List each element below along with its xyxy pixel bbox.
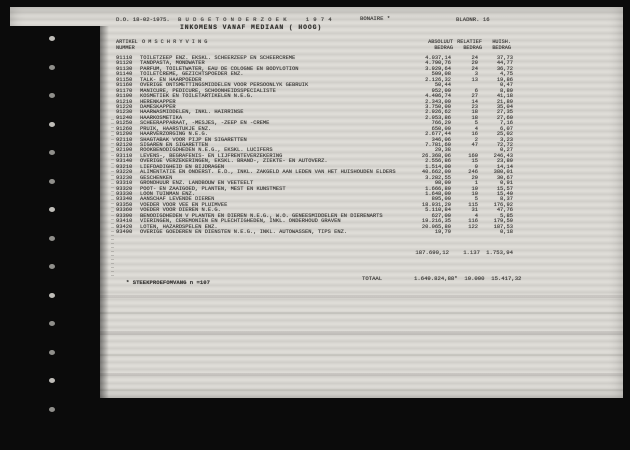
cell-huish-bedrag: 380,01 <box>493 169 513 176</box>
cell-omschrijving: TANDPASTA, MONDWATER <box>140 60 205 67</box>
cell-relatief-bedrag: 16 <box>471 131 478 138</box>
cell-omschrijving: KOSMETIEK EN TOILETARTIKELEN N.E.G. <box>140 93 254 100</box>
binding-hole <box>49 150 55 155</box>
cell-omschrijving: BENODIGDHEDEN V PLANTEN EN DIEREN N.E.G., W.O. GENEESMIDDELEN EN DIERENARTS <box>140 212 383 219</box>
cell-huish-bedrag: 8,37 <box>500 196 513 203</box>
cell-huish-bedrag: 5,85 <box>500 212 513 219</box>
cell-relatief-bedrag: 160 <box>468 152 478 159</box>
cell-huish-bedrag: 27,60 <box>496 114 513 121</box>
cell-artikel-nummer: 91230 <box>116 109 133 116</box>
page-edge-shadow <box>100 26 109 398</box>
cell-huish-bedrag: 35,04 <box>496 103 513 110</box>
binding-hole <box>49 36 55 41</box>
binding-hole <box>49 407 55 412</box>
cell-relatief-bedrag: 23 <box>471 103 478 110</box>
cell-absoluut-bedrag: 3.929,64 <box>425 65 451 72</box>
cell-artikel-nummer: 91250 <box>116 120 133 127</box>
cell-absoluut-bedrag: 98,00 <box>434 180 451 187</box>
cell-omschrijving: OVERIGE GOEDEREN EN DIENSTEN N.E.G., INKL. AUTOWASSEN, TIPS ENZ. <box>140 229 348 235</box>
cell-huish-bedrag: 15,57 <box>496 185 513 192</box>
col-header-artikel-line1: ARTIKEL <box>116 39 138 45</box>
doc-reference: D.O. 18-02-1975. <box>116 16 170 23</box>
cell-relatief-bedrag: 1 <box>474 180 478 187</box>
subtotal-huish: 1.753,94 <box>486 249 513 256</box>
cell-absoluut-bedrag: 509,08 <box>431 71 451 78</box>
cell-artikel-nummer: 91290 <box>116 131 133 138</box>
cell-huish-bedrag: 21,89 <box>496 98 513 105</box>
col-header-absoluut-line1: ABSOLUUT <box>428 39 453 45</box>
cell-relatief-bedrag: 116 <box>468 218 478 225</box>
cell-relatief-bedrag: 5 <box>474 196 478 203</box>
cell-relatief-bedrag: 246 <box>468 169 478 176</box>
sample-size-footnote: * STEEKPROEFOMVANG n =107 <box>126 279 210 286</box>
cell-huish-bedrag: 0,27 <box>500 147 513 154</box>
cell-artikel-nummer: 93310 <box>116 180 133 187</box>
cell-relatief-bedrag: 47 <box>471 142 478 148</box>
cell-huish-bedrag: 19,86 <box>496 76 513 83</box>
cell-artikel-nummer: 93110 <box>116 152 133 159</box>
cell-omschrijving: AANSCHAF LEVENDE DIEREN <box>140 196 215 203</box>
cell-omschrijving: DAMESKAPPER <box>140 103 176 110</box>
binding-hole <box>49 236 55 241</box>
cell-huish-bedrag: 30,67 <box>496 174 513 181</box>
cell-artikel-nummer: 93420 <box>116 223 133 230</box>
cell-artikel-nummer: 91160 <box>116 82 133 89</box>
cell-omschrijving: SIGAREN EN SIGARETTEN <box>140 142 208 148</box>
cell-absoluut-bedrag: 2.556,86 <box>425 158 451 165</box>
binding-hole <box>49 93 55 98</box>
cell-huish-bedrag: 15,40 <box>496 190 513 197</box>
binding-hole <box>49 207 55 212</box>
cell-omschrijving: LOON TUINMAN ENZ. <box>140 190 195 197</box>
cell-huish-bedrag: 36,72 <box>496 65 513 72</box>
cell-omschrijving: TOILETCREME, GEZICHTSPOEDER ENZ. <box>140 71 244 78</box>
doc-subtitle: INKOMENS VANAF MEDIAAN ( HOOG) <box>180 24 323 31</box>
doc-title: B U D G E T O N D E R Z O E K 1 9 7 4 <box>178 16 333 23</box>
cell-omschrijving: MANICURE, PEDICURE, SCHOONHEIDSSPECIALISTE <box>140 87 276 94</box>
cell-relatief-bedrag: 14 <box>471 98 478 105</box>
binding-hole <box>49 293 55 298</box>
cell-huish-bedrag: 37,73 <box>496 55 513 61</box>
cell-relatief-bedrag: 115 <box>468 201 478 208</box>
col-header-relatief-line1: RELATIEF <box>457 39 482 45</box>
cell-relatief-bedrag: 10 <box>471 190 478 197</box>
cell-absoluut-bedrag: 766,29 <box>431 120 451 127</box>
cell-absoluut-bedrag: 20.065,80 <box>421 223 451 230</box>
cell-relatief-bedrag: 6 <box>474 87 478 94</box>
cell-absoluut-bedrag: 2.953,86 <box>425 114 451 121</box>
binding-hole <box>49 321 55 326</box>
cell-absoluut-bedrag: 29,38 <box>434 147 451 154</box>
col-header-huish-line2: BEDRAG <box>492 44 511 51</box>
cell-omschrijving: SCHEERAPPARAAT, -MESJES, -ZEEP EN -CREME <box>140 120 270 127</box>
cell-huish-bedrag: 0,91 <box>500 180 513 187</box>
cell-absoluut-bedrag: 346,06 <box>431 136 451 143</box>
cell-artikel-nummer: 93390 <box>116 212 133 219</box>
cell-artikel-nummer: 92110 <box>116 136 133 143</box>
cell-relatief-bedrag: 24 <box>471 55 478 61</box>
cell-huish-bedrag: 27,35 <box>496 109 513 116</box>
cell-absoluut-bedrag: 7.781,60 <box>425 142 451 148</box>
cell-absoluut-bedrag: 4.406,74 <box>425 93 451 100</box>
cell-absoluut-bedrag: 40.662,00 <box>421 169 451 176</box>
col-header-artikel <box>116 40 138 51</box>
cell-omschrijving: TALK- EN HAARPOEDER <box>140 76 202 83</box>
cell-relatief-bedrag: 2 <box>474 136 478 143</box>
cell-absoluut-bedrag: 627,00 <box>431 212 451 219</box>
cell-omschrijving: PARFUM, TOILETWATER, EAU DE COLOGNE EN BODYLOTION <box>140 65 299 72</box>
page-number: BLADNR. 16 <box>456 16 490 23</box>
region-label: BONAIRE * <box>360 15 391 22</box>
cell-artikel-nummer: 93230 <box>116 174 133 181</box>
col-header-absoluut <box>428 40 453 51</box>
cell-absoluut-bedrag: 2.126,32 <box>425 76 451 83</box>
binding-hole <box>49 122 55 127</box>
cell-omschrijving: OVERIGE VERZEKERINGEN, EKSKL. BRAND-, ZIEKTE- EN AUTOVERZ. <box>140 158 328 165</box>
cell-artikel-nummer: 92190 <box>116 147 133 154</box>
cell-relatief-bedrag: 24 <box>471 65 478 72</box>
cell-relatief-bedrag: 13 <box>471 76 478 83</box>
cell-omschrijving: ALIMENTATIE EN ONDERST. E.D., INKL. ZAKGELD AAN LEDEN VAN HET HUISHOUDEN ELDERS <box>140 169 396 176</box>
cell-absoluut-bedrag: 2.926,62 <box>425 109 451 116</box>
cell-absoluut-bedrag: 2.677,44 <box>425 131 451 138</box>
cell-relatief-bedrag: 122 <box>468 223 478 230</box>
cell-huish-bedrag: 187,53 <box>493 223 513 230</box>
cell-relatief-bedrag: 9 <box>474 163 478 170</box>
cell-artikel-nummer: 93210 <box>116 163 133 170</box>
binding-hole <box>49 378 55 383</box>
cell-absoluut-bedrag: 1.514,00 <box>425 163 451 170</box>
cell-omschrijving: ROOKBENODIGDHEDEN N.E.G., EKSKL. LUCIFERS <box>140 147 273 154</box>
cell-relatief-bedrag: 3 <box>474 71 478 78</box>
cell-absoluut-bedrag: 1.648,00 <box>425 190 451 197</box>
cell-artikel-nummer: 93330 <box>116 190 133 197</box>
cell-huish-bedrag: 179,59 <box>493 218 513 225</box>
cell-artikel-nummer: 92120 <box>116 142 133 148</box>
cell-omschrijving: GRONDHUUR ENZ. LANDBOUW EN VEETEELT <box>140 180 254 187</box>
cell-artikel-nummer: 93360 <box>116 207 133 214</box>
cell-huish-bedrag: 3,23 <box>500 136 513 143</box>
cell-relatief-bedrag: 15 <box>471 158 478 165</box>
cell-artikel-nummer: 93350 <box>116 201 133 208</box>
cell-huish-bedrag: 176,92 <box>493 201 513 208</box>
cell-omschrijving: HAARKOSMETIKA <box>140 114 183 121</box>
cell-huish-bedrag: 44,77 <box>496 60 513 67</box>
binding-hole <box>49 179 55 184</box>
cell-artikel-nummer: 93410 <box>116 218 133 225</box>
cell-artikel-nummer: 91140 <box>116 71 133 78</box>
cell-relatief-bedrag: 20 <box>471 174 478 181</box>
cell-huish-bedrag: 7,16 <box>500 120 513 127</box>
cell-artikel-nummer: 91150 <box>116 76 133 83</box>
cell-omschrijving: HAARWASMIDDELEN, INKL. HAIRRINSE <box>140 109 244 116</box>
binding-hole <box>49 264 55 269</box>
binding-hole <box>49 350 55 355</box>
col-header-omschrijving: O M S C H R Y V I N G <box>142 39 208 45</box>
total-label: TOTAAL <box>362 275 383 282</box>
cell-omschrijving: HERENKAPPER <box>140 98 176 105</box>
cell-relatief-bedrag: 18 <box>471 114 478 121</box>
binding-hole <box>49 65 55 70</box>
col-header-relatief <box>457 40 482 51</box>
cell-huish-bedrag: 8,89 <box>500 87 513 94</box>
cell-huish-bedrag: 0,47 <box>500 82 513 89</box>
page-edge-artifact <box>111 119 114 279</box>
cell-relatief-bedrag: 5 <box>474 120 478 127</box>
cell-artikel-nummer: 93490 <box>116 229 133 235</box>
cell-absoluut-bedrag: 5.110,84 <box>425 207 451 214</box>
cell-omschrijving: PRUIK, HAARSTUKJE ENZ. <box>140 125 212 132</box>
cell-huish-bedrag: 4,75 <box>500 71 513 78</box>
cell-huish-bedrag: 0,18 <box>500 229 513 235</box>
cell-absoluut-bedrag: 50,44 <box>434 82 451 89</box>
cell-omschrijving: VOEDER VOOR VEE EN PLUIMVEE <box>140 201 228 208</box>
cell-omschrijving: TOILETZEEP ENZ. EKSKL. SCHEERZEEP EN SCHEERCREME <box>140 55 296 61</box>
cell-absoluut-bedrag: 26.368,06 <box>421 152 451 159</box>
cell-absoluut-bedrag: 18.931,20 <box>421 201 451 208</box>
cell-huish-bedrag: 25,02 <box>496 131 513 138</box>
cell-relatief-bedrag: 4 <box>474 212 478 219</box>
cell-artikel-nummer: 91170 <box>116 87 133 94</box>
cell-relatief-bedrag: 10 <box>471 185 478 192</box>
cell-absoluut-bedrag: 952,00 <box>431 87 451 94</box>
cell-omschrijving: GESCHENKEN <box>140 174 173 181</box>
cell-artikel-nummer: 91110 <box>116 55 133 61</box>
cell-artikel-nummer: 93220 <box>116 169 133 176</box>
cell-omschrijving: VIERINGEN, CEREMONIEN EN PLECHTIGHEDEN, INKL. ONDERHOUD GRAVEN <box>140 218 341 225</box>
cell-omschrijving: OVERIGE ONTSMETTINGSMIDDELEN VOOR PERSOONLYK GEBRUIK <box>140 82 309 89</box>
cell-huish-bedrag: 246,43 <box>493 152 513 159</box>
cell-huish-bedrag: 72,72 <box>496 142 513 148</box>
cell-absoluut-bedrag: 4.790,76 <box>425 60 451 67</box>
cell-absoluut-bedrag: 895,00 <box>431 196 451 203</box>
cell-relatief-bedrag: 4 <box>474 125 478 132</box>
cell-relatief-bedrag: 29 <box>471 60 478 67</box>
col-header-relatief-line2: BEDRAG <box>463 44 482 51</box>
cell-omschrijving: LEVENS-, BEGRAFENIS- EN LIJFRENTEVERZEKERING <box>140 152 283 159</box>
cell-artikel-nummer: 91240 <box>116 114 133 121</box>
cell-absoluut-bedrag: 19,79 <box>434 229 451 235</box>
col-header-artikel-line2: NUMMER <box>116 44 135 51</box>
cell-absoluut-bedrag: 19.216,35 <box>421 218 451 225</box>
col-header-huish-line1: HUISH. <box>492 39 511 45</box>
cell-huish-bedrag: 14,14 <box>496 163 513 170</box>
cell-absoluut-bedrag: 4.037,14 <box>425 55 451 61</box>
cell-huish-bedrag: 6,07 <box>500 125 513 132</box>
cell-artikel-nummer: 93140 <box>116 158 133 165</box>
cell-omschrijving: HAARVERZORGING N.E.G. <box>140 131 208 138</box>
cell-omschrijving: LIEFDADIGHEID EN BIJDRAGEN <box>140 163 225 170</box>
col-header-absoluut-line2: BEDRAG <box>434 44 453 51</box>
cell-absoluut-bedrag: 650,00 <box>431 125 451 132</box>
cell-omschrijving: SHAGTABAK VOOR PIJP EN SIGARETTEN <box>140 136 247 143</box>
cell-artikel-nummer: 93340 <box>116 196 133 203</box>
cell-omschrijving: LOTEN, HAZARDSPELEN ENZ. <box>140 223 218 230</box>
cell-huish-bedrag: 47,76 <box>496 207 513 214</box>
cell-absoluut-bedrag: 1.666,80 <box>425 185 451 192</box>
col-header-huish <box>492 40 511 51</box>
cell-artikel-nummer: 91210 <box>116 98 133 105</box>
cell-omschrijving: POOT- EN ZAAIGOED, PLANTEN, MEST EN KUNSTMEST <box>140 185 286 192</box>
cell-artikel-nummer: 91130 <box>116 65 133 72</box>
cell-omschrijving: VOEDER VOOR DIEREN N.E.G. <box>140 207 221 214</box>
cell-relatief-bedrag: 27 <box>471 93 478 100</box>
cell-huish-bedrag: 23,89 <box>496 158 513 165</box>
cell-artikel-nummer: 93320 <box>116 185 133 192</box>
cell-artikel-nummer: 91120 <box>116 60 133 67</box>
total-values: 1.649.824,88* 10.000 15.417,32 <box>414 275 522 282</box>
cell-huish-bedrag: 41,18 <box>496 93 513 100</box>
cell-absoluut-bedrag: 3.282,55 <box>425 174 451 181</box>
cell-absoluut-bedrag: 2.343,00 <box>425 98 451 105</box>
cell-artikel-nummer: 91220 <box>116 103 133 110</box>
cell-relatief-bedrag: 18 <box>471 109 478 116</box>
cell-artikel-nummer: 91190 <box>116 93 133 100</box>
subtotal-relatief: 1.137 <box>463 249 480 256</box>
cell-relatief-bedrag: 31 <box>471 207 478 214</box>
cell-artikel-nummer: 91260 <box>116 125 133 132</box>
subtotal-absoluut: 187.690,12 <box>415 249 449 256</box>
cell-absoluut-bedrag: 3.750,00 <box>425 103 451 110</box>
